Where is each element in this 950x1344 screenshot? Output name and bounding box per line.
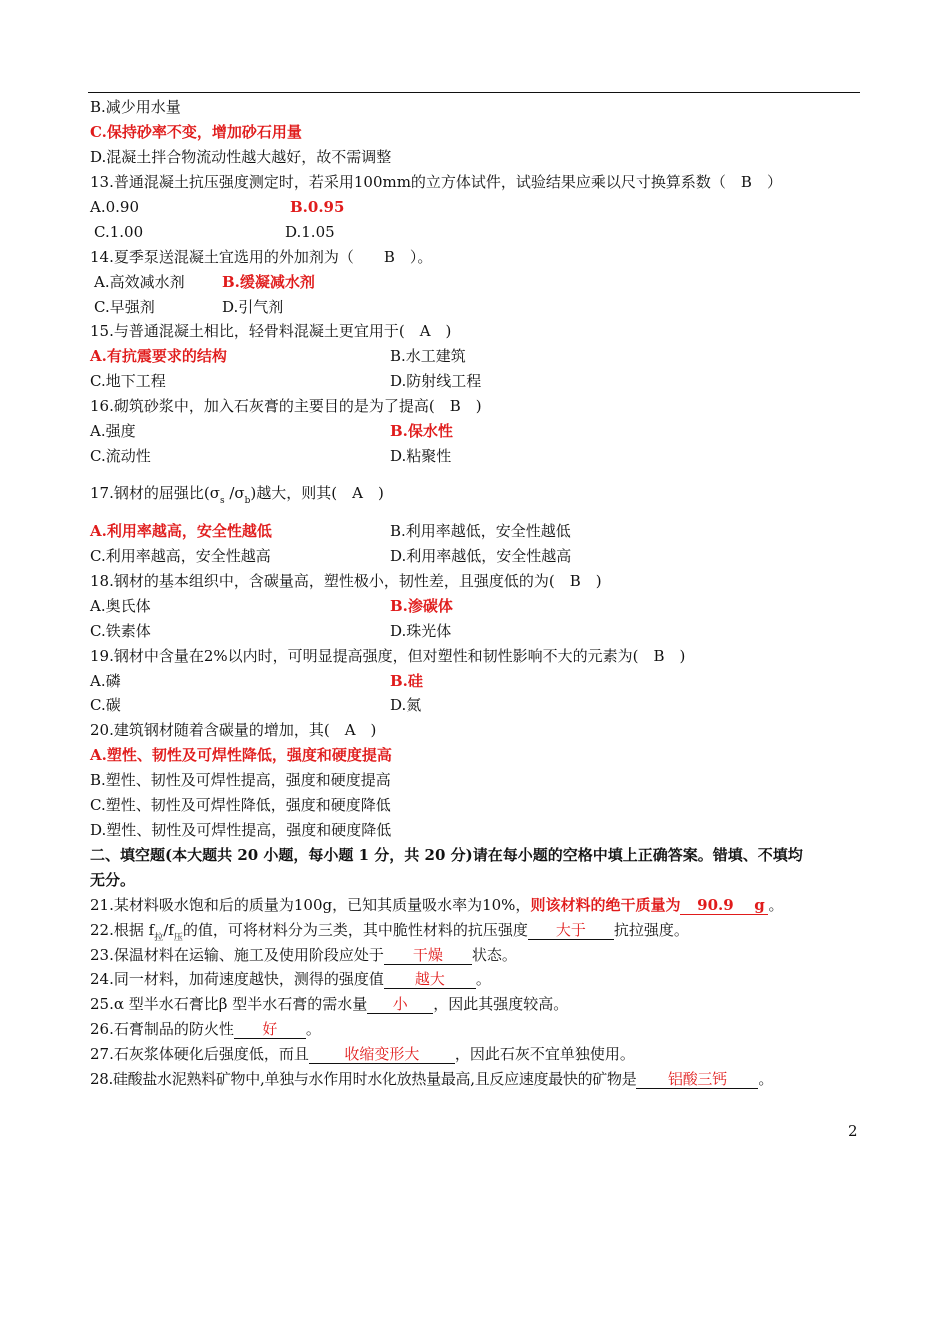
q14-option-d: D.引气剂 [222, 298, 284, 316]
q12-option-d: D.混凝土拌合物流动性越大越好，故不需调整 [90, 148, 392, 166]
q15-option-b: B.水工建筑 [390, 347, 466, 365]
q22-line: 22.根据 $f_拉/f_压$的值，可将材料分为三类，其中脆性材料的抗压强度 大于 抗拉强度。 [90, 921, 689, 943]
q13-option-a: A.0.90 [90, 198, 139, 216]
q16-option-c: C.流动性 [90, 447, 151, 465]
q21-unit: g [750, 897, 768, 915]
q14-option-c: C.早强剂 [94, 298, 155, 316]
q19-stem: 19.钢材中含量在2%以内时，可明显提高强度，但对塑性和韧性影响不大的元素为( B ) [90, 647, 686, 665]
q13-stem: 13.普通混凝土抗压强度测定时，若采用100mm的立方体试件，试验结果应乘以尺寸换算系数（ B ） [90, 173, 782, 191]
q24-answer-blank: 越大 [384, 971, 476, 989]
q18-option-c: C.铁素体 [90, 622, 151, 640]
q16-option-a: A.强度 [90, 422, 136, 440]
q18-option-b-answer: B.渗碳体 [390, 597, 453, 615]
q17-option-b: B.利用率越低，安全性越低 [390, 522, 571, 540]
q26-line: 26.石膏制品的防火性 好 。 [90, 1020, 321, 1038]
q17-option-d: D.利用率越低，安全性越高 [390, 547, 572, 565]
q20-option-b: B.塑性、韧性及可焊性提高，强度和硬度提高 [90, 771, 391, 789]
q20-option-d: D.塑性、韧性及可焊性提高，强度和硬度降低 [90, 821, 392, 839]
q13-option-d: D.1.05 [285, 223, 335, 241]
q19-option-a: A.磷 [90, 672, 121, 690]
q25-line: 25.α 型半水石膏比β 型半水石膏的需水量 小 ，因此其强度较高。 [90, 995, 569, 1013]
q14-option-b-answer: B.缓凝减水剂 [222, 273, 315, 291]
q15-option-c: C.地下工程 [90, 372, 166, 390]
q14-stem: 14.夏季泵送混凝土宜选用的外加剂为（ B ）。 [90, 248, 433, 266]
q21-answer-blank: 90.9 [680, 897, 750, 915]
q19-option-b-answer: B.硅 [390, 672, 423, 690]
q18-option-a: A.奥氏体 [90, 597, 151, 615]
section2-heading-line2: 无分。 [90, 871, 136, 889]
q28-line: 28.硅酸盐水泥熟料矿物中,单独与水作用时水化放热量最高,且反应速度最快的矿物是 铝酸三钙 。 [90, 1070, 774, 1088]
q22-answer-blank: 大于 [528, 922, 614, 940]
q15-stem: 15.与普通混凝土相比，轻骨料混凝土更宜用于( A ) [90, 322, 452, 340]
q14-option-a: A.高效减水剂 [94, 273, 185, 291]
q20-stem: 20.建筑钢材随着含碳量的增加，其( A ) [90, 721, 377, 739]
q15-option-d: D.防射线工程 [390, 372, 482, 390]
q18-option-d: D.珠光体 [390, 622, 452, 640]
q17-option-a-answer: A.利用率越高，安全性越低 [90, 522, 272, 540]
q16-option-b-answer: B.保水性 [390, 422, 453, 440]
q25-answer-blank: 小 [367, 996, 433, 1014]
q13-option-b-answer: B.0.95 [290, 198, 345, 216]
q12-option-c-answer: C.保持砂率不变，增加砂石用量 [90, 123, 302, 141]
q20-option-a-answer: A.塑性、韧性及可焊性降低，强度和硬度提高 [90, 746, 392, 764]
page-number: 2 [848, 1122, 858, 1140]
q17-option-c: C.利用率越高，安全性越高 [90, 547, 271, 565]
q20-option-c: C.塑性、韧性及可焊性降低，强度和硬度降低 [90, 796, 391, 814]
q23-answer-blank: 干燥 [384, 947, 472, 965]
q17-stem: 17.钢材的屈强比($\sigma_s$ $/\sigma_b$)越大，则其( A ) [90, 484, 384, 506]
section2-heading-line1: 二、填空题(本大题共 20 小题，每小题 1 分，共 20 分)请在每小题的空格中填上正确答案。错填、不填均 [90, 846, 803, 864]
q19-option-d: D.氮 [390, 696, 422, 714]
q16-stem: 16.砌筑砂浆中，加入石灰膏的主要目的是为了提高( B ) [90, 397, 482, 415]
q12-option-b: B.减少用水量 [90, 98, 181, 116]
q27-line: 27.石灰浆体硬化后强度低，而且 收缩变形大 ，因此石灰不宜单独使用。 [90, 1045, 635, 1063]
q15-option-a-answer: A.有抗震要求的结构 [90, 347, 227, 365]
q24-line: 24.同一材料，加荷速度越快，测得的强度值 越大 。 [90, 970, 491, 988]
q21-line: 21.某材料吸水饱和后的质量为100g，已知其质量吸水率为10%，则该材料的绝干质量为 90.9 g 。 [90, 896, 784, 914]
q16-option-d: D.粘聚性 [390, 447, 452, 465]
q18-stem: 18.钢材的基本组织中，含碳量高，塑性极小，韧性差，且强度低的为( B ) [90, 572, 602, 590]
q19-option-c: C.碳 [90, 696, 121, 714]
q26-answer-blank: 好 [234, 1021, 306, 1039]
header-rule [88, 92, 860, 93]
q13-option-c: C.1.00 [94, 223, 144, 241]
q23-line: 23.保温材料在运输、施工及使用阶段应处于 干燥 状态。 [90, 946, 517, 964]
q28-answer-blank: 铝酸三钙 [636, 1071, 758, 1089]
q27-answer-blank: 收缩变形大 [309, 1046, 455, 1064]
